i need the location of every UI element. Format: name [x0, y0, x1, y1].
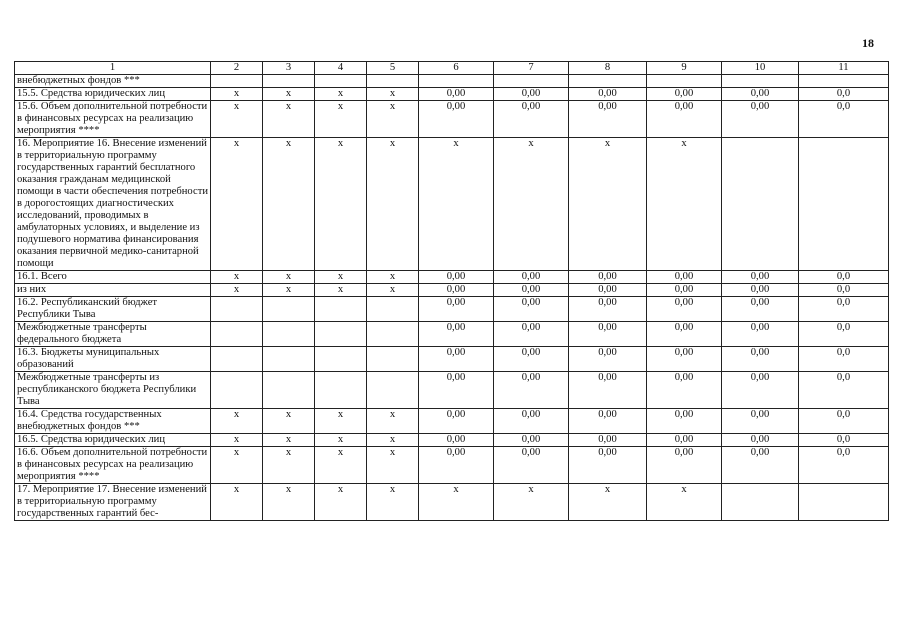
- table-cell: x: [263, 138, 315, 271]
- table-cell: 0,00: [569, 347, 647, 372]
- table-cell: x: [494, 138, 569, 271]
- table-cell: x: [263, 101, 315, 138]
- table-cell: 0,00: [419, 101, 494, 138]
- table-cell: 0,0: [799, 347, 889, 372]
- column-header: 4: [315, 62, 367, 75]
- column-header: 2: [211, 62, 263, 75]
- table-cell: 0,00: [569, 88, 647, 101]
- table-cell: 0,0: [799, 297, 889, 322]
- table-cell: x: [367, 447, 419, 484]
- table-cell: 0,00: [494, 271, 569, 284]
- table-cell: x: [263, 271, 315, 284]
- table-row: [15, 271, 889, 284]
- table-cell: x: [569, 138, 647, 271]
- table-cell: 0,00: [722, 88, 799, 101]
- table-cell: 0,00: [722, 297, 799, 322]
- row-label: 16.2. Республиканский бюджет Республики Тыва: [15, 297, 211, 322]
- row-label: 16.5. Средства юридических лиц: [15, 434, 211, 447]
- table-cell: [799, 138, 889, 271]
- table-cell: 0,00: [647, 322, 722, 347]
- table-cell: 0,00: [569, 297, 647, 322]
- table-cell: x: [367, 101, 419, 138]
- table-cell: [263, 372, 315, 409]
- table-row: [15, 284, 889, 297]
- table-cell: 0,00: [722, 372, 799, 409]
- table-cell: 0,00: [722, 101, 799, 138]
- table-cell: [263, 322, 315, 347]
- row-label: 15.5. Средства юридических лиц: [15, 88, 211, 101]
- table-cell: [367, 347, 419, 372]
- table-cell: x: [263, 88, 315, 101]
- table-row: [15, 297, 889, 322]
- table-cell: x: [211, 101, 263, 138]
- table-cell: x: [315, 101, 367, 138]
- column-header: 5: [367, 62, 419, 75]
- table-cell: 0,00: [647, 271, 722, 284]
- table-cell: x: [315, 409, 367, 434]
- row-label: Межбюджетные трансферты федерального бюджета: [15, 322, 211, 347]
- table-cell: 0,00: [419, 322, 494, 347]
- table-cell: [799, 75, 889, 88]
- row-label: внебюджетных фондов ***: [15, 75, 211, 88]
- table-cell: 0,00: [419, 284, 494, 297]
- table-cell: 0,00: [569, 434, 647, 447]
- table-cell: 0,00: [494, 434, 569, 447]
- table-cell: [419, 75, 494, 88]
- page-number: 18: [862, 36, 874, 50]
- table-cell: [367, 372, 419, 409]
- table-cell: 0,00: [569, 284, 647, 297]
- table-cell: x: [315, 434, 367, 447]
- table-cell: [367, 75, 419, 88]
- table-cell: 0,00: [647, 434, 722, 447]
- table-cell: x: [315, 447, 367, 484]
- table-cell: x: [263, 484, 315, 521]
- header-row: [15, 62, 889, 75]
- table-cell: x: [419, 138, 494, 271]
- table-cell: x: [211, 409, 263, 434]
- table-cell: 0,0: [799, 447, 889, 484]
- table-cell: 0,00: [647, 88, 722, 101]
- table-cell: x: [211, 88, 263, 101]
- table-cell: 0,00: [647, 372, 722, 409]
- table-cell: [211, 297, 263, 322]
- table-cell: [211, 347, 263, 372]
- table-row: [15, 434, 889, 447]
- column-header: 1: [15, 62, 211, 75]
- table-cell: 0,00: [722, 271, 799, 284]
- table-cell: [647, 75, 722, 88]
- row-label: из них: [15, 284, 211, 297]
- table-cell: [722, 75, 799, 88]
- table-cell: x: [647, 138, 722, 271]
- column-header: 3: [263, 62, 315, 75]
- table-cell: 0,00: [494, 447, 569, 484]
- table-cell: 0,00: [722, 322, 799, 347]
- table-cell: 0,00: [647, 297, 722, 322]
- table-cell: x: [263, 409, 315, 434]
- column-header: 10: [722, 62, 799, 75]
- table-cell: x: [367, 484, 419, 521]
- table-cell: x: [367, 284, 419, 297]
- column-header: 7: [494, 62, 569, 75]
- table-cell: x: [419, 484, 494, 521]
- table-cell: x: [315, 88, 367, 101]
- table-cell: 0,00: [494, 101, 569, 138]
- row-label: 17. Мероприятие 17. Внесение изменений в территориальную программу государственных гарантий бес-: [15, 484, 211, 521]
- table-cell: 0,00: [647, 101, 722, 138]
- table-cell: [569, 75, 647, 88]
- table-row: [15, 372, 889, 409]
- table-cell: 0,00: [647, 447, 722, 484]
- column-header: 6: [419, 62, 494, 75]
- table-cell: 0,00: [419, 271, 494, 284]
- table-cell: [722, 484, 799, 521]
- table-cell: x: [367, 434, 419, 447]
- table-row: [15, 75, 889, 88]
- table-body: [15, 75, 889, 521]
- table-cell: x: [647, 484, 722, 521]
- row-label: 16.1. Всего: [15, 271, 211, 284]
- table-cell: 0,0: [799, 271, 889, 284]
- table-cell: x: [263, 447, 315, 484]
- table-cell: 0,00: [569, 271, 647, 284]
- row-label: 16.4. Средства государственных внебюджетных фондов ***: [15, 409, 211, 434]
- table-cell: 0,00: [419, 88, 494, 101]
- table-cell: [211, 322, 263, 347]
- table-cell: [263, 75, 315, 88]
- budget-table: [14, 61, 889, 521]
- table-cell: x: [367, 138, 419, 271]
- table-cell: [367, 297, 419, 322]
- table-cell: x: [367, 409, 419, 434]
- table-cell: 0,00: [569, 101, 647, 138]
- table-cell: 0,00: [494, 284, 569, 297]
- table-cell: 0,00: [722, 347, 799, 372]
- table-cell: 0,0: [799, 409, 889, 434]
- table-cell: 0,00: [494, 88, 569, 101]
- table-cell: [315, 297, 367, 322]
- table-cell: 0,00: [647, 284, 722, 297]
- table-cell: 0,00: [569, 409, 647, 434]
- table-cell: 0,00: [419, 297, 494, 322]
- table-row: [15, 409, 889, 434]
- table-cell: x: [211, 271, 263, 284]
- table-cell: [263, 347, 315, 372]
- table-cell: 0,0: [799, 101, 889, 138]
- table-row: [15, 347, 889, 372]
- table-cell: [722, 138, 799, 271]
- table-row: [15, 101, 889, 138]
- row-label: 16.3. Бюджеты муниципальных образований: [15, 347, 211, 372]
- table-cell: 0,0: [799, 434, 889, 447]
- table-row: [15, 138, 889, 271]
- table-cell: x: [315, 284, 367, 297]
- row-label: 16.6. Объем дополнительной потребности в финансовых ресурсах на реализацию мероприятия ****: [15, 447, 211, 484]
- table-cell: 0,00: [494, 297, 569, 322]
- table-cell: [315, 75, 367, 88]
- table-cell: 0,00: [647, 409, 722, 434]
- table-cell: 0,00: [722, 434, 799, 447]
- column-header: 11: [799, 62, 889, 75]
- table-cell: 0,00: [419, 347, 494, 372]
- table-cell: 0,00: [494, 409, 569, 434]
- table-cell: 0,00: [419, 447, 494, 484]
- table-cell: x: [263, 284, 315, 297]
- table-cell: [315, 372, 367, 409]
- table-cell: x: [367, 88, 419, 101]
- table-cell: [799, 484, 889, 521]
- table-cell: [211, 372, 263, 409]
- table-cell: [211, 75, 263, 88]
- table-cell: 0,00: [569, 447, 647, 484]
- table-cell: 0,00: [569, 322, 647, 347]
- table-cell: 0,00: [647, 347, 722, 372]
- table-cell: x: [494, 484, 569, 521]
- table-cell: x: [211, 284, 263, 297]
- row-label: Межбюджетные трансферты из республиканского бюджета Республики Тыва: [15, 372, 211, 409]
- column-header: 8: [569, 62, 647, 75]
- table-cell: 0,00: [494, 322, 569, 347]
- table-cell: 0,00: [419, 372, 494, 409]
- table-cell: [367, 322, 419, 347]
- table-cell: [494, 75, 569, 88]
- table-cell: x: [315, 271, 367, 284]
- row-label: 15.6. Объем дополнительной потребности в финансовых ресурсах на реализацию мероприятия ****: [15, 101, 211, 138]
- table-cell: 0,00: [419, 434, 494, 447]
- table-cell: 0,00: [722, 284, 799, 297]
- table-cell: [263, 297, 315, 322]
- table-cell: x: [211, 138, 263, 271]
- table-cell: [315, 347, 367, 372]
- table-row: [15, 484, 889, 521]
- table-cell: 0,0: [799, 88, 889, 101]
- table-cell: 0,00: [722, 447, 799, 484]
- table-cell: x: [263, 434, 315, 447]
- table-cell: 0,00: [419, 409, 494, 434]
- table-cell: x: [315, 484, 367, 521]
- table-cell: 0,00: [494, 347, 569, 372]
- table-cell: x: [569, 484, 647, 521]
- table-cell: 0,0: [799, 372, 889, 409]
- table-cell: 0,00: [722, 409, 799, 434]
- table-cell: [315, 322, 367, 347]
- row-label: 16. Мероприятие 16. Внесение изменений в территориальную программу государственных гарантий бесплатного оказания гражданам медицинской помощи в части обеспечения потребности в дорогостоящих диагностических исследований, проводимых в амбулаторных условиях, и выделение из подушевого норматива финансирования оказания первичной медико-санитарной помощи: [15, 138, 211, 271]
- table-row: [15, 322, 889, 347]
- table-cell: x: [367, 271, 419, 284]
- table-cell: 0,00: [569, 372, 647, 409]
- column-header: 9: [647, 62, 722, 75]
- table-cell: x: [315, 138, 367, 271]
- table-cell: 0,0: [799, 284, 889, 297]
- table-cell: x: [211, 484, 263, 521]
- table-row: [15, 88, 889, 101]
- table-cell: 0,0: [799, 322, 889, 347]
- table-cell: x: [211, 447, 263, 484]
- table-row: [15, 447, 889, 484]
- table-cell: 0,00: [494, 372, 569, 409]
- table-cell: x: [211, 434, 263, 447]
